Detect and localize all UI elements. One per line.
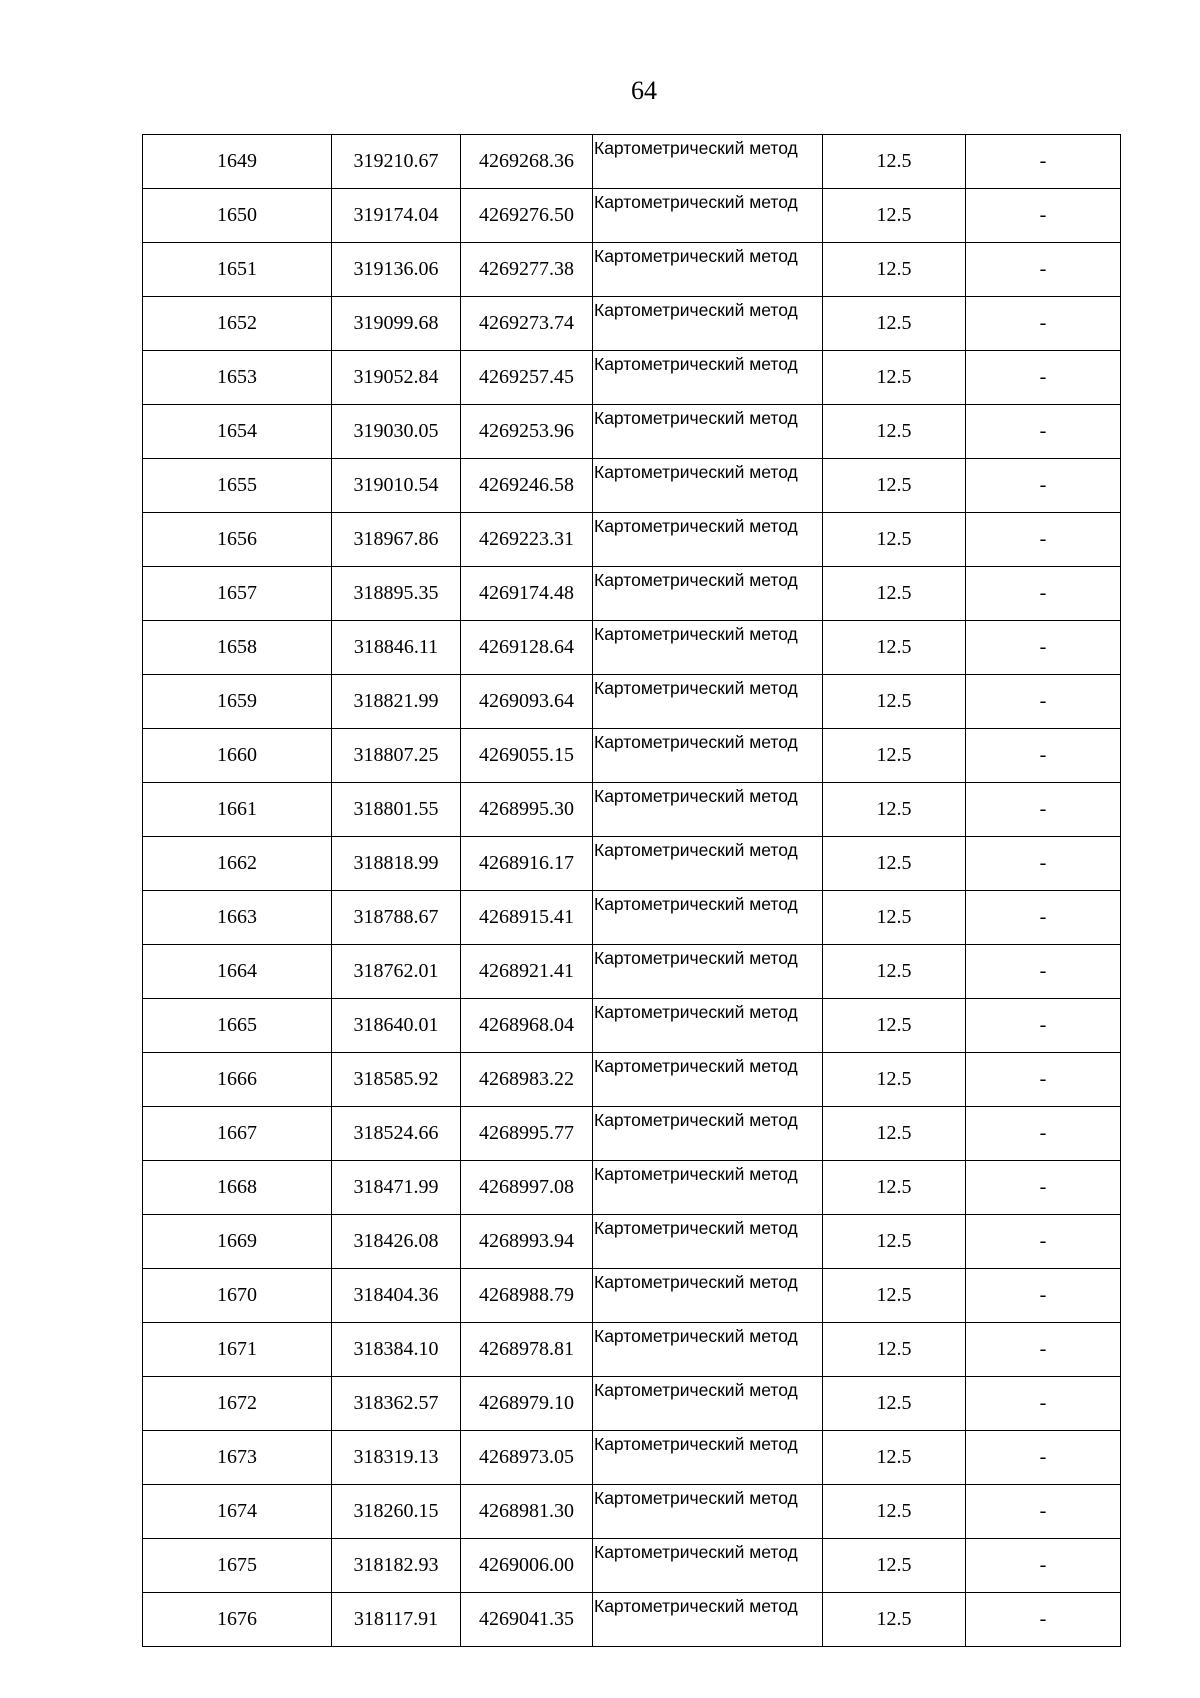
note-cell: - [966, 891, 1121, 945]
accuracy-cell: 12.5 [823, 351, 966, 405]
table-row [143, 1053, 1121, 1107]
x-coordinate-cell: 319052.84 [332, 351, 461, 405]
table-row [143, 135, 1121, 189]
point-number-cell: 1661 [143, 783, 332, 837]
note-cell: - [966, 243, 1121, 297]
note-cell: - [966, 1485, 1121, 1539]
x-coordinate-cell: 318182.93 [332, 1539, 461, 1593]
y-coordinate-cell: 4269006.00 [461, 1539, 593, 1593]
method-cell: Картометрический метод [593, 459, 823, 513]
accuracy-cell: 12.5 [823, 1269, 966, 1323]
accuracy-cell: 12.5 [823, 135, 966, 189]
accuracy-cell: 12.5 [823, 1323, 966, 1377]
point-number-cell: 1675 [143, 1539, 332, 1593]
x-coordinate-cell: 319010.54 [332, 459, 461, 513]
table-row [143, 783, 1121, 837]
accuracy-cell: 12.5 [823, 1431, 966, 1485]
y-coordinate-cell: 4268921.41 [461, 945, 593, 999]
method-cell: Картометрический метод [593, 1431, 823, 1485]
y-coordinate-cell: 4268981.30 [461, 1485, 593, 1539]
table-row [143, 567, 1121, 621]
x-coordinate-cell: 319099.68 [332, 297, 461, 351]
table-row [143, 1485, 1121, 1539]
y-coordinate-cell: 4269174.48 [461, 567, 593, 621]
method-cell: Картометрический метод [593, 837, 823, 891]
accuracy-cell: 12.5 [823, 837, 966, 891]
table-row [143, 1323, 1121, 1377]
x-coordinate-cell: 319136.06 [332, 243, 461, 297]
table-row [143, 1431, 1121, 1485]
method-cell: Картометрический метод [593, 189, 823, 243]
y-coordinate-cell: 4269273.74 [461, 297, 593, 351]
y-coordinate-cell: 4268968.04 [461, 999, 593, 1053]
point-number-cell: 1676 [143, 1593, 332, 1647]
method-cell: Картометрический метод [593, 1269, 823, 1323]
x-coordinate-cell: 318807.25 [332, 729, 461, 783]
note-cell: - [966, 1539, 1121, 1593]
point-number-cell: 1658 [143, 621, 332, 675]
method-cell: Картометрический метод [593, 297, 823, 351]
method-cell: Картометрический метод [593, 405, 823, 459]
method-cell: Картометрический метод [593, 1161, 823, 1215]
note-cell: - [966, 1053, 1121, 1107]
accuracy-cell: 12.5 [823, 621, 966, 675]
x-coordinate-cell: 318362.57 [332, 1377, 461, 1431]
note-cell: - [966, 945, 1121, 999]
note-cell: - [966, 783, 1121, 837]
table-row [143, 1377, 1121, 1431]
point-number-cell: 1669 [143, 1215, 332, 1269]
point-number-cell: 1653 [143, 351, 332, 405]
table-row [143, 621, 1121, 675]
point-number-cell: 1652 [143, 297, 332, 351]
x-coordinate-cell: 318801.55 [332, 783, 461, 837]
note-cell: - [966, 297, 1121, 351]
x-coordinate-cell: 318818.99 [332, 837, 461, 891]
method-cell: Картометрический метод [593, 567, 823, 621]
point-number-cell: 1665 [143, 999, 332, 1053]
note-cell: - [966, 1431, 1121, 1485]
note-cell: - [966, 1377, 1121, 1431]
table-row [143, 513, 1121, 567]
x-coordinate-cell: 318895.35 [332, 567, 461, 621]
accuracy-cell: 12.5 [823, 405, 966, 459]
x-coordinate-cell: 319210.67 [332, 135, 461, 189]
y-coordinate-cell: 4269268.36 [461, 135, 593, 189]
method-cell: Картометрический метод [593, 1107, 823, 1161]
y-coordinate-cell: 4269276.50 [461, 189, 593, 243]
accuracy-cell: 12.5 [823, 1377, 966, 1431]
table-row [143, 1269, 1121, 1323]
y-coordinate-cell: 4269246.58 [461, 459, 593, 513]
method-cell: Картометрический метод [593, 729, 823, 783]
accuracy-cell: 12.5 [823, 1215, 966, 1269]
x-coordinate-cell: 318384.10 [332, 1323, 461, 1377]
point-number-cell: 1674 [143, 1485, 332, 1539]
method-cell: Картометрический метод [593, 783, 823, 837]
y-coordinate-cell: 4269253.96 [461, 405, 593, 459]
x-coordinate-cell: 318762.01 [332, 945, 461, 999]
point-number-cell: 1667 [143, 1107, 332, 1161]
accuracy-cell: 12.5 [823, 1161, 966, 1215]
table-row [143, 1593, 1121, 1647]
y-coordinate-cell: 4268995.30 [461, 783, 593, 837]
table-row [143, 1161, 1121, 1215]
note-cell: - [966, 675, 1121, 729]
point-number-cell: 1654 [143, 405, 332, 459]
method-cell: Картометрический метод [593, 1053, 823, 1107]
table-row [143, 945, 1121, 999]
x-coordinate-cell: 318788.67 [332, 891, 461, 945]
x-coordinate-cell: 319030.05 [332, 405, 461, 459]
coordinates-table-body [143, 135, 1121, 1647]
point-number-cell: 1664 [143, 945, 332, 999]
table-row [143, 297, 1121, 351]
point-number-cell: 1668 [143, 1161, 332, 1215]
accuracy-cell: 12.5 [823, 243, 966, 297]
y-coordinate-cell: 4268973.05 [461, 1431, 593, 1485]
note-cell: - [966, 621, 1121, 675]
note-cell: - [966, 405, 1121, 459]
point-number-cell: 1671 [143, 1323, 332, 1377]
accuracy-cell: 12.5 [823, 189, 966, 243]
method-cell: Картометрический метод [593, 351, 823, 405]
note-cell: - [966, 729, 1121, 783]
method-cell: Картометрический метод [593, 1215, 823, 1269]
y-coordinate-cell: 4269128.64 [461, 621, 593, 675]
note-cell: - [966, 1107, 1121, 1161]
point-number-cell: 1672 [143, 1377, 332, 1431]
method-cell: Картометрический метод [593, 891, 823, 945]
y-coordinate-cell: 4268995.77 [461, 1107, 593, 1161]
x-coordinate-cell: 318821.99 [332, 675, 461, 729]
x-coordinate-cell: 318846.11 [332, 621, 461, 675]
method-cell: Картометрический метод [593, 999, 823, 1053]
x-coordinate-cell: 318426.08 [332, 1215, 461, 1269]
y-coordinate-cell: 4269041.35 [461, 1593, 593, 1647]
note-cell: - [966, 1323, 1121, 1377]
note-cell: - [966, 459, 1121, 513]
accuracy-cell: 12.5 [823, 1539, 966, 1593]
y-coordinate-cell: 4269055.15 [461, 729, 593, 783]
table-row [143, 729, 1121, 783]
point-number-cell: 1649 [143, 135, 332, 189]
x-coordinate-cell: 318967.86 [332, 513, 461, 567]
method-cell: Картометрический метод [593, 513, 823, 567]
x-coordinate-cell: 318404.36 [332, 1269, 461, 1323]
method-cell: Картометрический метод [593, 1593, 823, 1647]
y-coordinate-cell: 4268988.79 [461, 1269, 593, 1323]
accuracy-cell: 12.5 [823, 1107, 966, 1161]
point-number-cell: 1655 [143, 459, 332, 513]
method-cell: Картометрический метод [593, 243, 823, 297]
accuracy-cell: 12.5 [823, 459, 966, 513]
table-row [143, 1107, 1121, 1161]
method-cell: Картометрический метод [593, 675, 823, 729]
note-cell: - [966, 1269, 1121, 1323]
point-number-cell: 1657 [143, 567, 332, 621]
page-number: 64 [631, 76, 657, 105]
point-number-cell: 1659 [143, 675, 332, 729]
note-cell: - [966, 567, 1121, 621]
accuracy-cell: 12.5 [823, 297, 966, 351]
table-row [143, 999, 1121, 1053]
note-cell: - [966, 999, 1121, 1053]
table-row [143, 837, 1121, 891]
x-coordinate-cell: 319174.04 [332, 189, 461, 243]
method-cell: Картометрический метод [593, 1539, 823, 1593]
point-number-cell: 1673 [143, 1431, 332, 1485]
y-coordinate-cell: 4268997.08 [461, 1161, 593, 1215]
accuracy-cell: 12.5 [823, 1053, 966, 1107]
y-coordinate-cell: 4269277.38 [461, 243, 593, 297]
x-coordinate-cell: 318585.92 [332, 1053, 461, 1107]
x-coordinate-cell: 318640.01 [332, 999, 461, 1053]
point-number-cell: 1656 [143, 513, 332, 567]
accuracy-cell: 12.5 [823, 729, 966, 783]
method-cell: Картометрический метод [593, 1485, 823, 1539]
note-cell: - [966, 351, 1121, 405]
note-cell: - [966, 189, 1121, 243]
table-row [143, 1215, 1121, 1269]
accuracy-cell: 12.5 [823, 1485, 966, 1539]
x-coordinate-cell: 318117.91 [332, 1593, 461, 1647]
accuracy-cell: 12.5 [823, 945, 966, 999]
table-row [143, 891, 1121, 945]
table-row [143, 243, 1121, 297]
table-row [143, 1539, 1121, 1593]
y-coordinate-cell: 4268978.81 [461, 1323, 593, 1377]
y-coordinate-cell: 4269223.31 [461, 513, 593, 567]
table-row [143, 189, 1121, 243]
accuracy-cell: 12.5 [823, 513, 966, 567]
method-cell: Картометрический метод [593, 135, 823, 189]
accuracy-cell: 12.5 [823, 891, 966, 945]
point-number-cell: 1660 [143, 729, 332, 783]
y-coordinate-cell: 4269257.45 [461, 351, 593, 405]
table-row [143, 351, 1121, 405]
accuracy-cell: 12.5 [823, 675, 966, 729]
note-cell: - [966, 513, 1121, 567]
y-coordinate-cell: 4269093.64 [461, 675, 593, 729]
x-coordinate-cell: 318524.66 [332, 1107, 461, 1161]
x-coordinate-cell: 318319.13 [332, 1431, 461, 1485]
point-number-cell: 1662 [143, 837, 332, 891]
y-coordinate-cell: 4268915.41 [461, 891, 593, 945]
accuracy-cell: 12.5 [823, 1593, 966, 1647]
y-coordinate-cell: 4268993.94 [461, 1215, 593, 1269]
y-coordinate-cell: 4268979.10 [461, 1377, 593, 1431]
point-number-cell: 1670 [143, 1269, 332, 1323]
point-number-cell: 1666 [143, 1053, 332, 1107]
y-coordinate-cell: 4268916.17 [461, 837, 593, 891]
method-cell: Картометрический метод [593, 945, 823, 999]
method-cell: Картометрический метод [593, 1323, 823, 1377]
point-number-cell: 1663 [143, 891, 332, 945]
x-coordinate-cell: 318471.99 [332, 1161, 461, 1215]
accuracy-cell: 12.5 [823, 999, 966, 1053]
coordinates-table [142, 134, 1121, 1647]
x-coordinate-cell: 318260.15 [332, 1485, 461, 1539]
note-cell: - [966, 837, 1121, 891]
table-row [143, 459, 1121, 513]
note-cell: - [966, 135, 1121, 189]
note-cell: - [966, 1215, 1121, 1269]
method-cell: Картометрический метод [593, 621, 823, 675]
table-row [143, 405, 1121, 459]
point-number-cell: 1650 [143, 189, 332, 243]
table-row [143, 675, 1121, 729]
method-cell: Картометрический метод [593, 1377, 823, 1431]
y-coordinate-cell: 4268983.22 [461, 1053, 593, 1107]
accuracy-cell: 12.5 [823, 567, 966, 621]
note-cell: - [966, 1593, 1121, 1647]
note-cell: - [966, 1161, 1121, 1215]
point-number-cell: 1651 [143, 243, 332, 297]
accuracy-cell: 12.5 [823, 783, 966, 837]
